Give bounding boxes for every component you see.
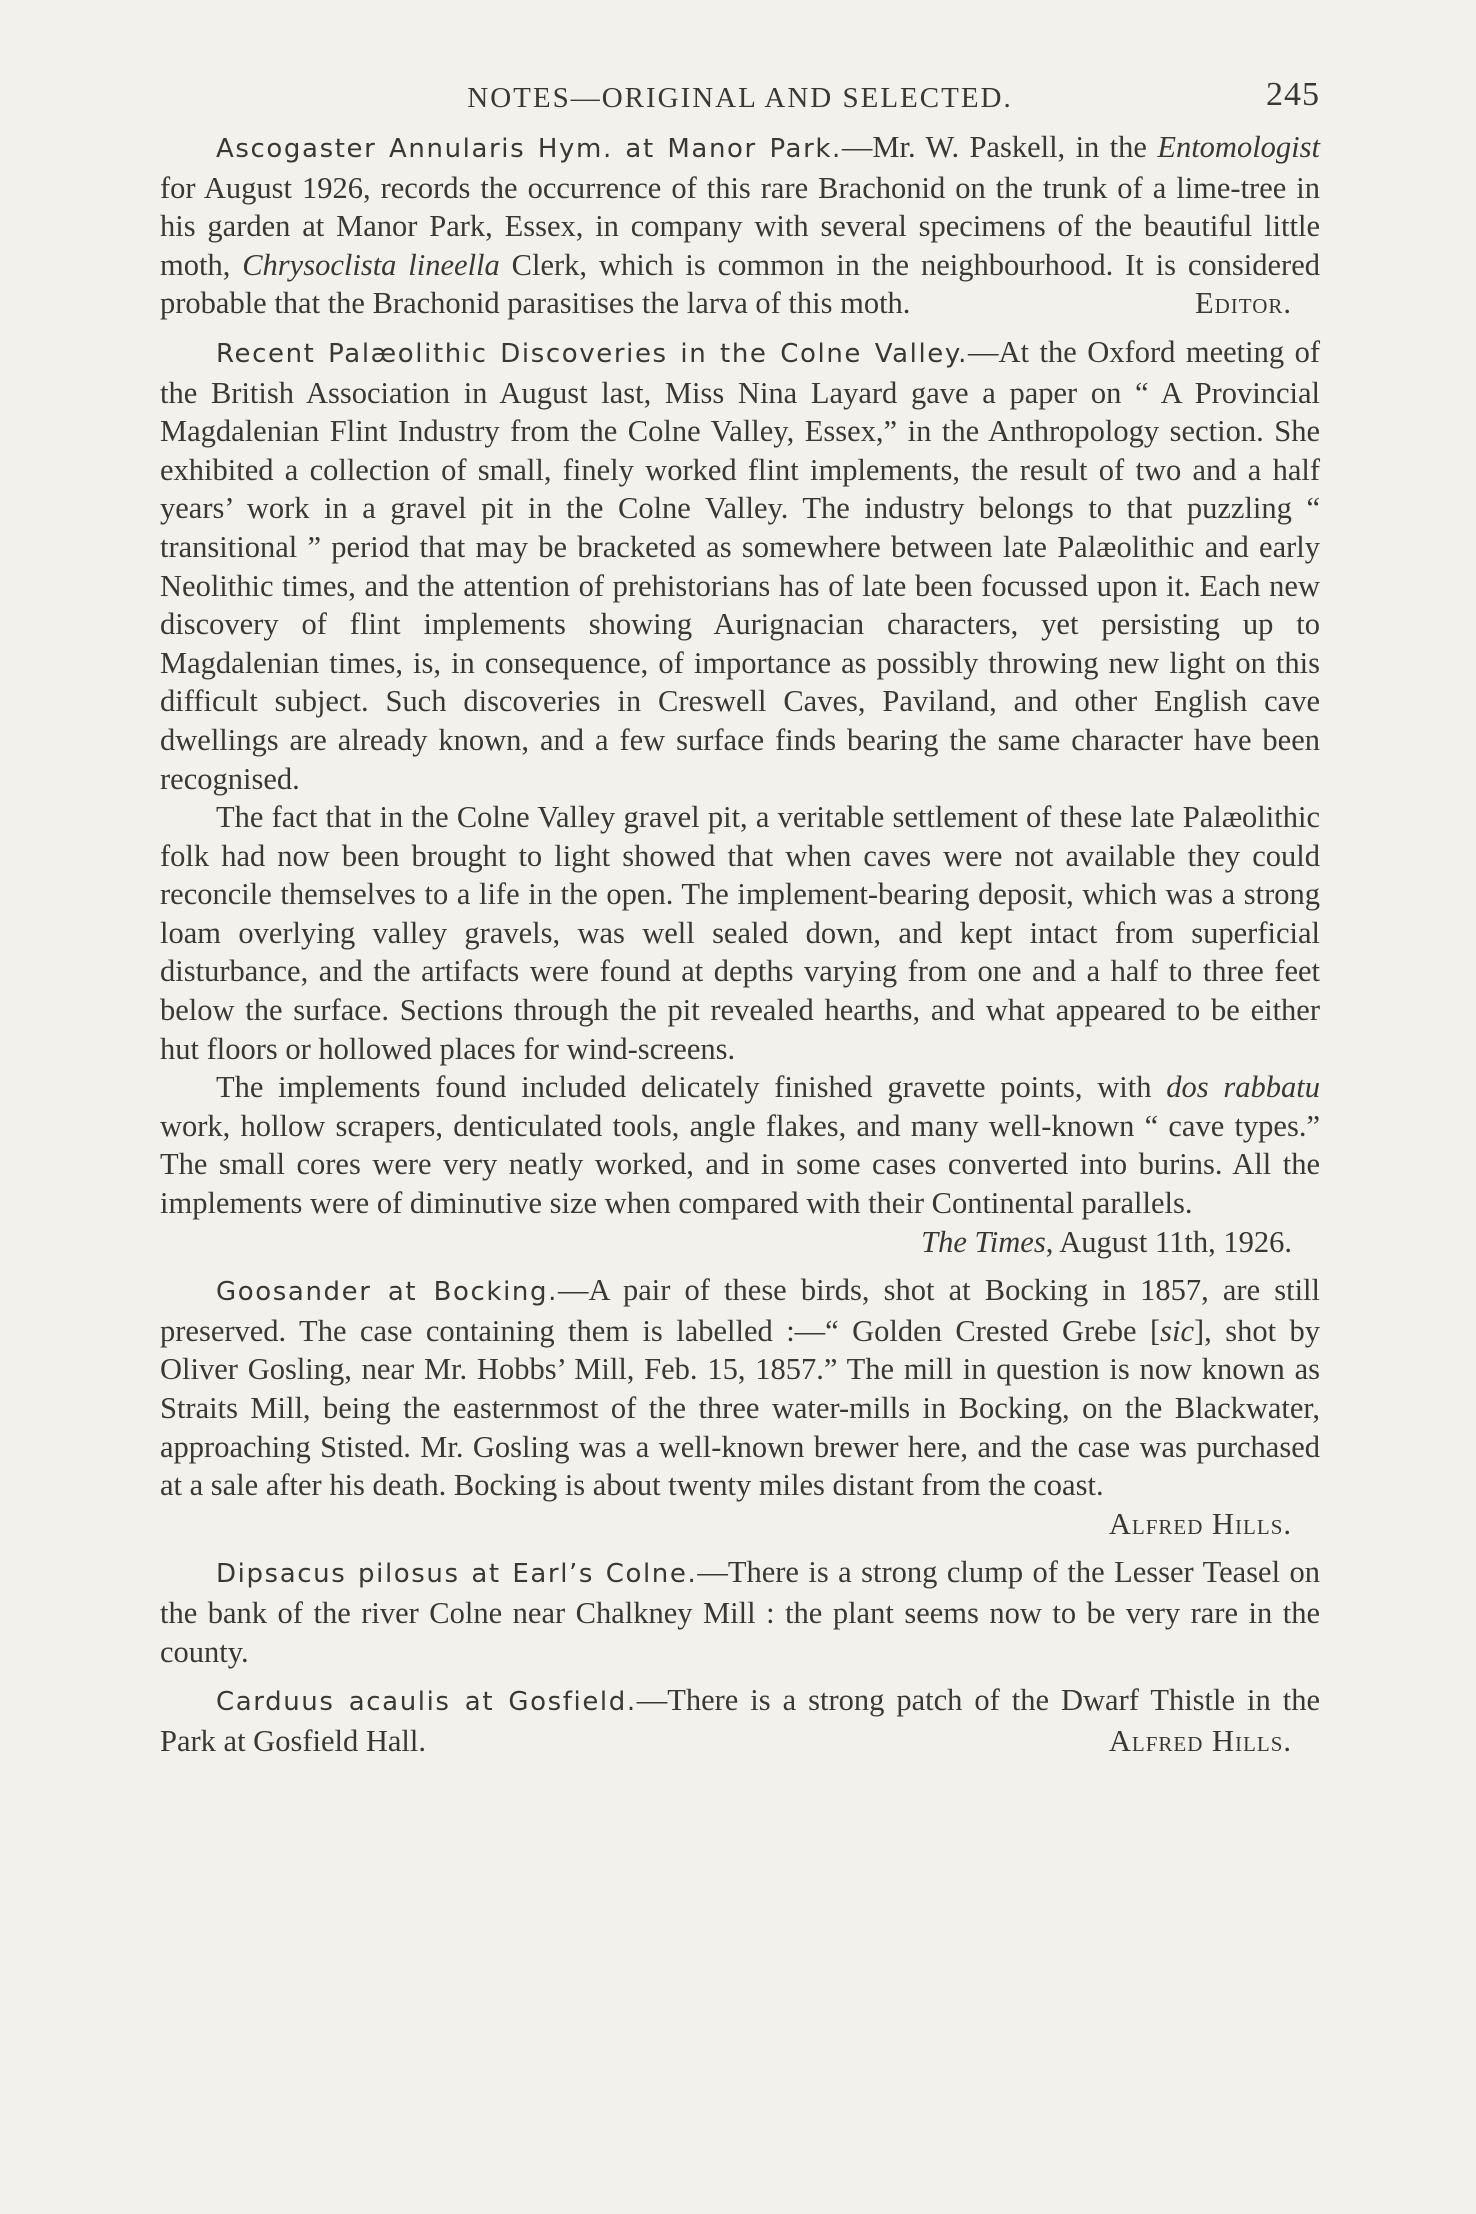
note-heading: Recent Palæolithic Discoveries in the Colne Valley. (216, 338, 969, 369)
source-date: , August 11th, 1926. (1045, 1224, 1292, 1259)
note-heading: Carduus acaulis at Gosfield. (216, 1687, 637, 1718)
page-number: 245 (1266, 76, 1320, 113)
note-text: The implements found included delicately finished gravette points, with (216, 1070, 1167, 1105)
note-text: —There is a strong clump of the Lesser Teasel on the bank of the river Colne near Chalkney Mill : the plant seems now to be very rare in the county. (160, 1555, 1320, 1669)
paragraph: The fact that in the Colne Valley gravel pit, a veritable settlement of these late Palæolithic folk had now been brought to light showed that when caves were not available they could reconcile themselves to a life in the open. The implement-bearing deposit, which was a strong loam overlying valley gravels, was well sealed down, and kept intact from superficial disturbance, and the artifacts were found at depths varying from one and a half to three feet below the surface. Sections through the pit revealed hearths, and what appeared to be either hut floors or hollowed places for wind-screens. (160, 800, 1320, 1066)
note-dipsacus (160, 1553, 1320, 1671)
running-header (160, 76, 1320, 128)
note-text: —There is a strong patch of the Dwarf Thistle in the Park at Gosfield Hall. (160, 1683, 1320, 1758)
note-text: —At the Oxford meeting of the British Association in August last, Miss Nina Layard gave a paper on “ A Provincial Magdalenian Flint Industry from the Colne Valley, Essex,” in the Anthropology section. She exhibited a collection of small, finely worked flint implements, the result of two and a half years’ work in a gravel pit in the Colne Valley. The industry belongs to that puzzling “ transitional ” period that may be bracketed as somewhere between late Palæolithic and early Neolithic times, and the attention of prehistorians has of late been focussed upon it. Each new discovery of flint implements showing Aurignacian characters, yet persisting up to Magdalenian times, is, in consequence, of importance as possibly throwing new light on this difficult subject. Such discoveries in Creswell Caves, Paviland, and other English cave dwellings are already known, and a few surface finds bearing the same character have been recognised. (160, 334, 1320, 796)
source-citation (160, 1223, 1320, 1262)
running-title: NOTES—ORIGINAL AND SELECTED. (467, 82, 1013, 114)
signature: Editor. (1194, 286, 1292, 321)
note-text: Clerk, which is common in the neighbourhood. It is considered probable that the Brachonid parasitises the larva of this moth. (160, 247, 1321, 321)
signature: Alfred Hills. (1108, 1723, 1292, 1758)
note-text: for August 1926, records the occurrence of this rare Brachonid on the trunk of a lime-tree in his garden at Manor Park, Essex, in company with several specimens of the beautiful little moth, (160, 170, 1320, 282)
note-goosander (160, 1271, 1321, 1541)
paragraph (160, 1068, 1320, 1222)
note-ascogaster (160, 128, 1320, 323)
sic-italic: sic (1160, 1313, 1194, 1348)
note-text: work, hollow scrapers, denticulated tools, angle flakes, and many well-known “ cave types.” The small cores were very neatly worked, and in some cases converted into burins. All the implements were of diminutive size when compared with their Continental parallels. (160, 1108, 1320, 1221)
note-text: —A pair of these birds, shot at Bocking in 1857, are still preserved. The case containing them is labelled :—“ Golden Crested Grebe [ (160, 1273, 1321, 1348)
signature: Alfred Hills. (1108, 1506, 1292, 1541)
note-heading: Dipsacus pilosus at Earl’s Colne. (216, 1559, 698, 1590)
note-text: —Mr. W. Paskell, in the (841, 130, 1158, 164)
note-text: ], shot by Oliver Gosling, near Mr. Hobbs’ Mill, Feb. 15, 1857.” The mill in question is now known as Straits Mill, being the easternmost of the three water-mills in Bocking, on the Blackwater, approaching Stisted. Mr. Gosling was a well-known brewer here, and the case was purchased at a sale after his death. Bocking is about twenty miles distant from the coast. (160, 1313, 1321, 1503)
note-heading: Ascogaster Annularis Hym. at Manor Park. (216, 134, 842, 164)
note-palaeolithic (160, 333, 1320, 798)
note-carduus (160, 1681, 1320, 1760)
note-heading: Goosander at Bocking. (216, 1277, 558, 1308)
journal-title: Entomologist (1157, 130, 1320, 164)
page (160, 76, 1320, 1760)
term-italic: dos rabbatu (1166, 1070, 1320, 1105)
species-name: Chrysoclista lineella (242, 247, 500, 282)
source-title: The Times (921, 1224, 1046, 1259)
